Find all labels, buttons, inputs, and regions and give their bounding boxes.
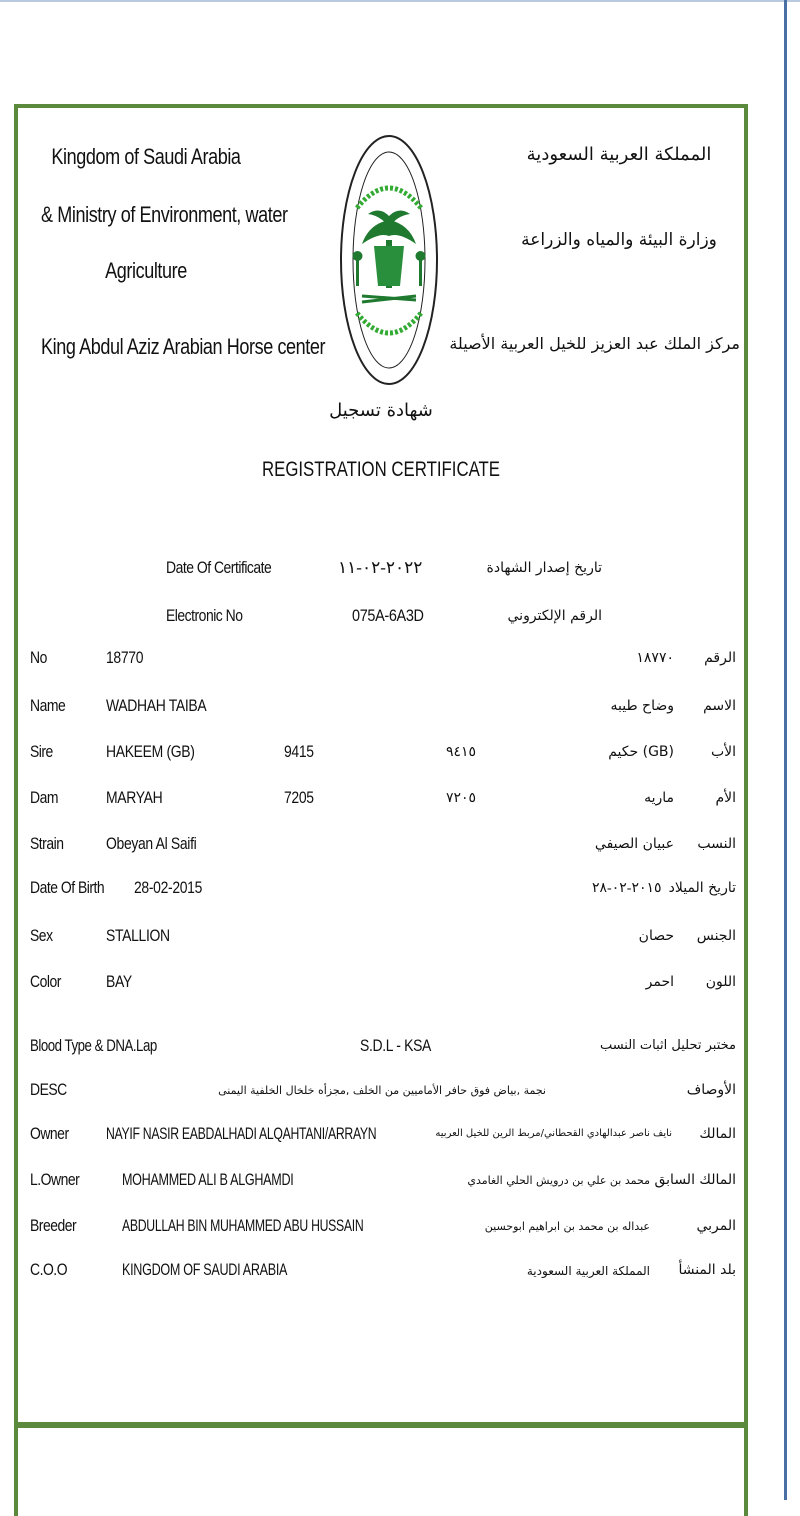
field-label-en: Sex [30,926,53,945]
field-value-ar: ٢٠١٥-٠٢-٢٨ [592,881,662,896]
field-value-en: WADHAH TAIBA [106,696,207,715]
right-edge-rule [784,0,787,1500]
field-value-en: 18770 [106,648,144,667]
field-label-en: Name [30,696,66,715]
title-ar: شهادة تسجيل [329,400,433,421]
field-label-ar: الجنس [696,928,736,944]
field-label-ar: بلد المنشأ [678,1262,736,1278]
field-value-ar: احمر [645,974,674,990]
registration-no-ar: ٩٤١٥ [446,745,477,760]
field-value-en: KINGDOM OF SAUDI ARABIA [122,1260,288,1279]
field-label-ar: النسب [697,836,736,852]
header-ar-line-3: مركز الملك عبد العزيز للخيل العربية الأصيلة [449,334,740,353]
field-value-en: BAY [106,972,132,991]
field-value-ar: وضاح طيبه [610,698,674,714]
top-edge-rule [0,0,800,2]
field-label-ar: الأم [715,790,736,806]
field-value-ar: نايف ناصر عبدالهادي القحطاني/مربط الرين للخيل العربيه [435,1128,672,1139]
registration-certificate [14,104,748,1428]
next-page-border [14,1422,748,1516]
field-label-en: No [30,648,47,667]
field-value-ar: محمد بن علي بن درويش الحلي الغامدي [467,1174,650,1187]
field-label-en: Breeder [30,1216,77,1235]
field-value-ar: ١٨٧٧٠ [636,650,674,666]
field-value-ar: حصان [638,928,674,944]
field-value-ar: المملكة العربية السعودية [526,1264,650,1278]
field-value-ar: نجمة ,بياض فوق حافر الأماميين من الخلف ,مجزأه خلخال الخلفية اليمنى [218,1084,546,1097]
field-value-en: HAKEEM (GB) [106,742,195,761]
meta-label-ar: تاريخ إصدار الشهادة [486,560,602,576]
field-label-en: Sire [30,742,53,761]
field-label-ar: تاريخ الميلاد [668,880,736,896]
field-label-ar: الاسم [703,698,736,714]
field-value-en: S.D.L - KSA [360,1036,432,1055]
registration-no-ar: ٧٢٠٥ [446,791,477,806]
field-label-en: Strain [30,834,64,853]
field-label-ar: المالك السابق [654,1172,736,1188]
header-ar-line-1: المملكة العربية السعودية [526,144,712,165]
field-label-ar: المربي [696,1218,736,1234]
field-label-ar: اللون [705,974,736,990]
field-label-ar: الأب [710,744,736,760]
meta-value: ٢٠٢٢-٠٢-١١ [338,558,423,577]
header-en-line-1: Kingdom of Saudi Arabia [51,144,241,169]
field-label-en: Date Of Birth [30,878,105,897]
field-value-ar: عبيان الصيفي [594,836,674,852]
field-value-ar: عبداله بن محمد بن ابراهيم ابوحسين [484,1220,650,1233]
header-en-line-4: King Abdul Aziz Arabian Horse center [41,334,326,359]
field-value-en: MARYAH [106,788,163,807]
registration-no-en: 7205 [284,788,314,807]
meta-label-en: Date Of Certificate [166,558,272,577]
header-en-line-2: & Ministry of Environment, water [41,202,288,227]
field-label-en: Blood Type & DNA.Lap [30,1036,157,1055]
field-label-en: L.Owner [30,1170,80,1189]
field-label-en: C.O.O [30,1260,68,1279]
meta-label-ar: الرقم الإلكتروني [507,608,602,624]
field-label-en: Dam [30,788,58,807]
field-value-en: 28-02-2015 [134,878,203,897]
field-value-ar: ماريه [644,790,674,806]
field-value-en: ABDULLAH BIN MUHAMMED ABU HUSSAIN [122,1216,364,1235]
field-value-en: MOHAMMED ALI B ALGHAMDI [122,1170,294,1189]
field-value-en: Obeyan Al Saifi [106,834,197,853]
field-label-ar: الأوصاف [686,1082,736,1098]
field-label-ar: مختبر تحليل اثبات النسب [599,1038,736,1053]
field-value-en: STALLION [106,926,170,945]
field-label-ar: الرقم [704,650,736,666]
title-en: REGISTRATION CERTIFICATE [261,458,501,481]
field-label-en: Color [30,972,61,991]
field-value-ar: (GB) حكيم [608,744,674,760]
meta-value: 075A-6A3D [352,606,424,625]
registration-no-en: 9415 [284,742,314,761]
field-label-en: DESC [30,1080,67,1099]
field-label-en: Owner [30,1124,69,1143]
header-ar-line-2: وزارة البيئة والمياه والزراعة [521,230,717,250]
field-label-ar: المالك [699,1126,736,1142]
meta-label-en: Electronic No [166,606,243,625]
header-en-line-3: Agriculture [105,258,187,283]
field-value-en: NAYIF NASIR EABDALHADI ALQAHTANI/ARRAYN [106,1124,377,1143]
saudi-palm-swords-seal-icon [334,128,444,388]
